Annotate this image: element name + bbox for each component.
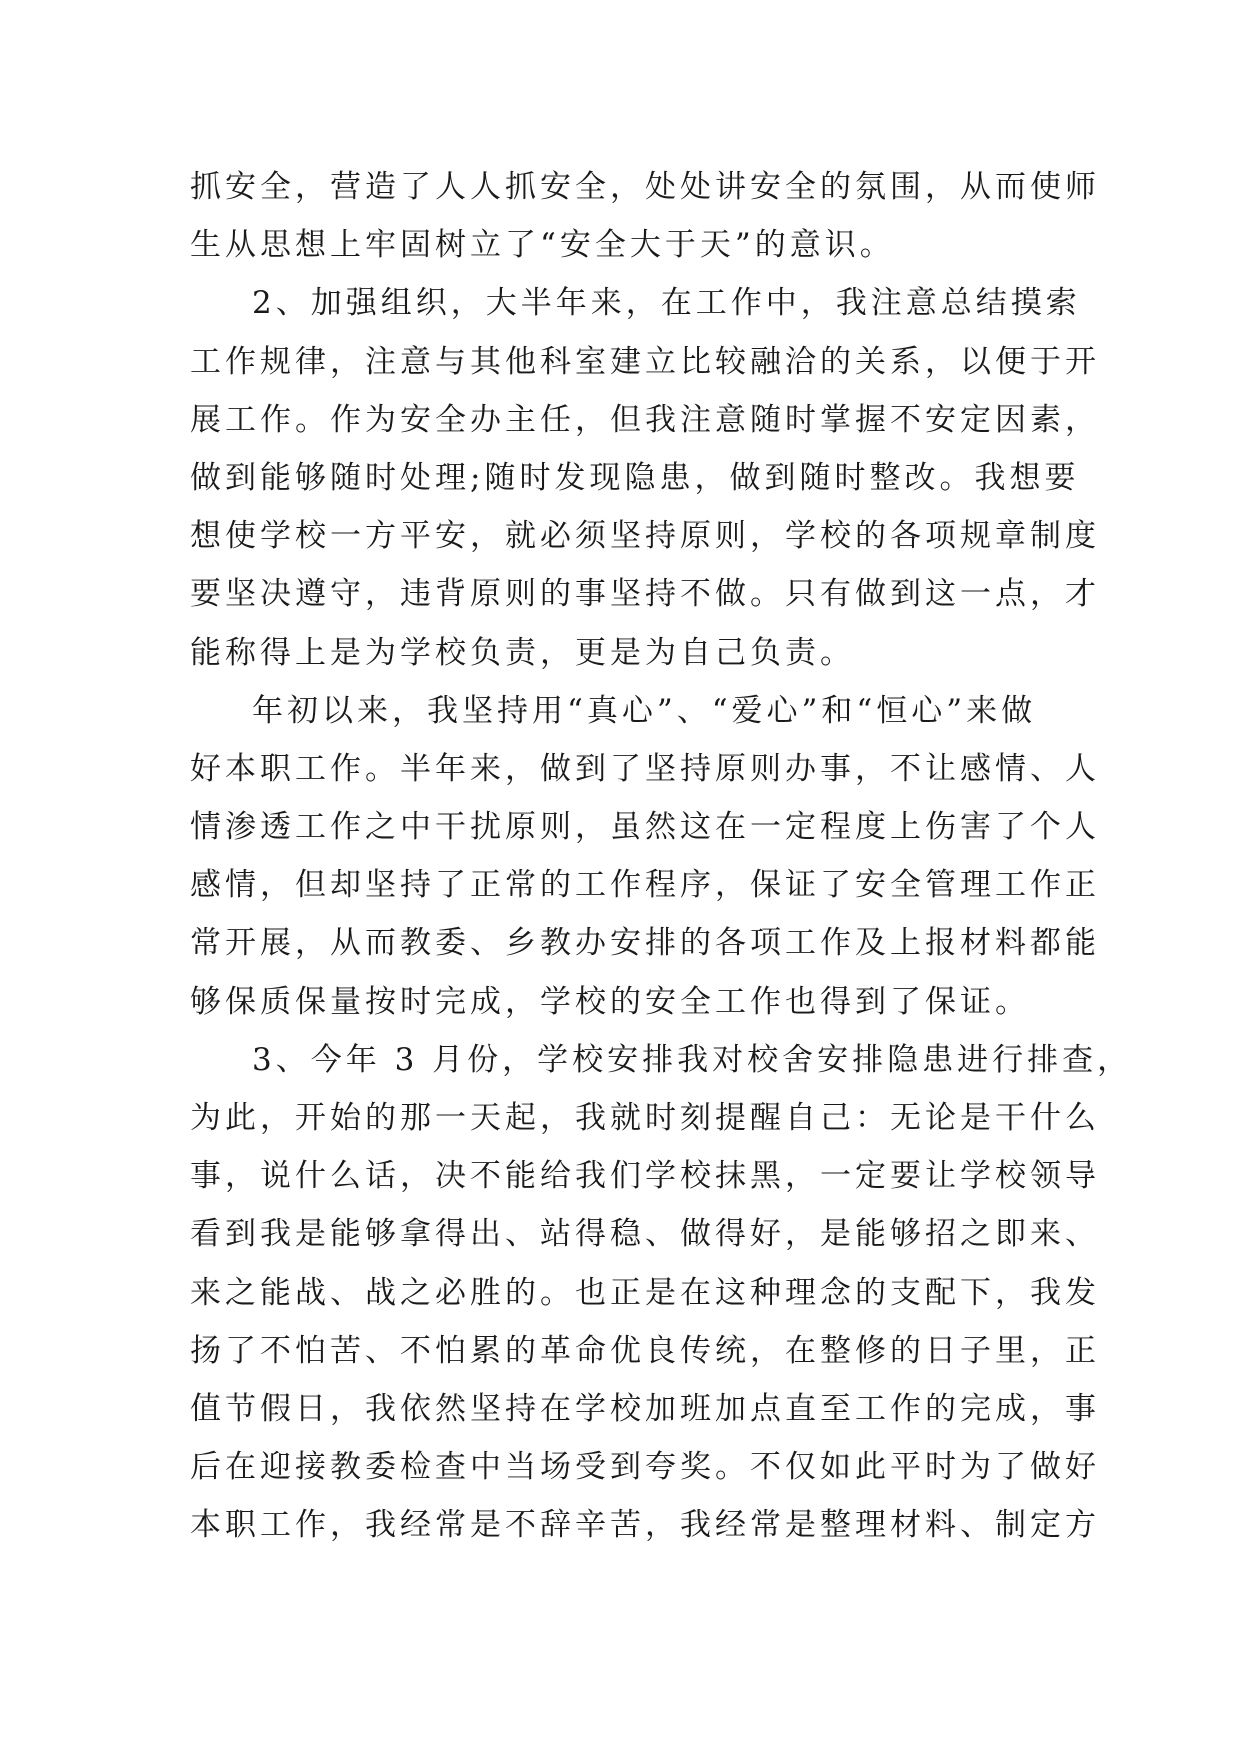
- text-line: 来之能战、战之必胜的。也正是在这种理念的支配下，我发: [190, 1274, 1100, 1311]
- text-line: 值节假日，我依然坚持在学校加班加点直至工作的完成，事: [190, 1390, 1100, 1427]
- text-line: 感情，但却坚持了正常的工作程序，保证了安全管理工作正: [190, 867, 1100, 904]
- text-line: 生从思想上牢固树立了“安全大于天”的意识。: [190, 227, 895, 264]
- text-line: 抓安全，营造了人人抓安全，处处讲安全的氛围，从而使师: [190, 169, 1100, 205]
- text-line: 要坚决遵守，违背原则的事坚持不做。只有做到这一点，才: [190, 576, 1100, 613]
- text-line: 能称得上是为学校负责，更是为自己负责。: [190, 634, 855, 671]
- text-line: 展工作。作为安全办主任，但我注意随时掌握不安定因素，: [190, 401, 1100, 438]
- text-line: 看到我是能够拿得出、站得稳、做得好，是能够招之即来、: [190, 1216, 1100, 1253]
- text-line: 工作规律，注意与其他科室建立比较融洽的关系，以便于开: [190, 343, 1100, 380]
- text-line: 做到能够随时处理;随时发现隐患，做到随时整改。我想要: [190, 459, 1080, 496]
- text-line: 本职工作，我经常是不辞辛苦，我经常是整理材料、制定方: [190, 1507, 1100, 1544]
- text-line: 扬了不怕苦、不怕累的革命优良传统，在整修的日子里，正: [190, 1332, 1100, 1369]
- text-line: 情渗透工作之中干扰原则，虽然这在一定程度上伤害了个人: [190, 809, 1100, 846]
- paragraph-first-line: 年初以来，我坚持用“真心”、“爱心”和“恒心”来做: [252, 692, 1037, 729]
- text-line: 常开展，从而教委、乡教办安排的各项工作及上报材料都能: [190, 925, 1100, 962]
- body-text: [190, 158, 1133, 1555]
- paragraph-first-line: 3、今年 3 月份，学校安排我对校舍安排隐患进行排查，: [252, 1041, 1133, 1078]
- text-line: 事，说什么话，决不能给我们学校抹黑，一定要让学校领导: [190, 1158, 1100, 1195]
- text-line: 为此，开始的那一天起，我就时刻提醒自己：无论是干什么: [190, 1100, 1100, 1136]
- paragraph-first-line: 2、加强组织，大半年来，在工作中，我注意总结摸索: [252, 285, 1081, 322]
- text-line: 够保质保量按时完成，学校的安全工作也得到了保证。: [190, 983, 1030, 1020]
- text-line: 想使学校一方平安，就必须坚持原则，学校的各项规章制度: [190, 518, 1100, 555]
- text-line: 好本职工作。半年来，做到了坚持原则办事，不让感情、人: [190, 750, 1100, 787]
- text-line: 后在迎接教委检查中当场受到夸奖。不仅如此平时为了做好: [190, 1449, 1100, 1486]
